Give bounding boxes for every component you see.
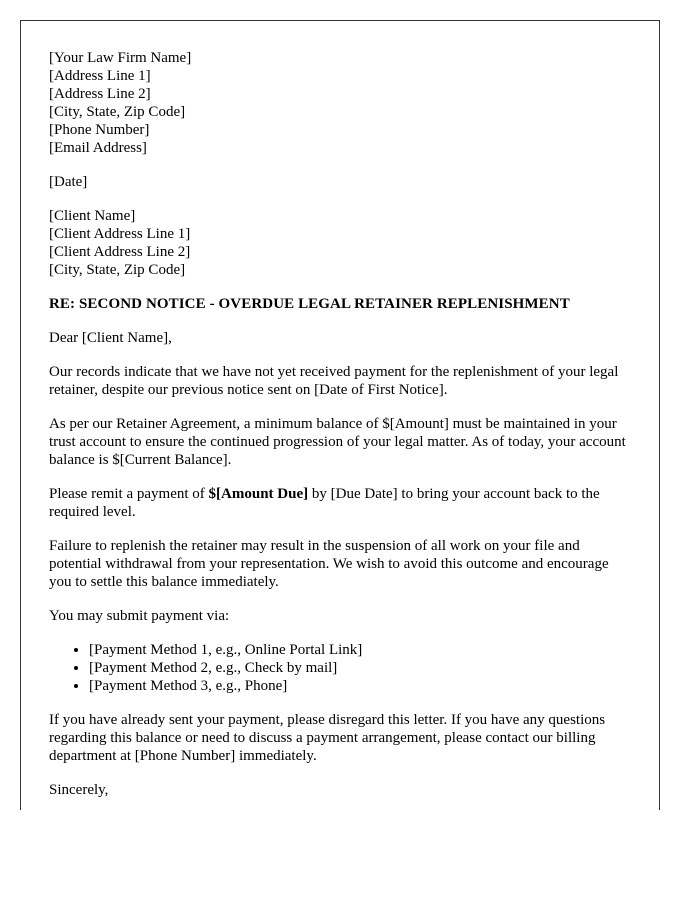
date-block bbox=[49, 173, 631, 191]
recipient-city-state-zip: [City, State, Zip Code] bbox=[49, 262, 186, 278]
sender-city-state-zip: [City, State, Zip Code] bbox=[49, 104, 186, 120]
paragraph-first-notice: Our records indicate that we have not yet received payment for the replenishment of your legal retainer, despite our previous notice sent on [Date of First Notice]. bbox=[49, 364, 619, 398]
recipient-address-line-1: [Client Address Line 1] bbox=[49, 226, 191, 242]
payment-method-item: • [Payment Method 3, e.g., Phone] bbox=[89, 677, 631, 695]
sender-address-block bbox=[49, 49, 631, 157]
paragraph-disregard: If you have already sent your payment, please disregard this letter. If you have any questions regarding this balance or need to discuss a payment arrangement, please contact our billing department at [Phone Number] immediately. bbox=[49, 712, 606, 764]
paragraph-remit-payment bbox=[49, 485, 631, 521]
amount-due: $[Amount Due] bbox=[208, 486, 309, 502]
payment-methods-list bbox=[49, 641, 631, 695]
sender-email: [Email Address] bbox=[49, 140, 147, 156]
recipient-address-block bbox=[49, 207, 631, 279]
sender-address-line-2: [Address Line 2] bbox=[49, 86, 151, 102]
paragraph-retainer-agreement: As per our Retainer Agreement, a minimum balance of $[Amount] must be maintained in your trust account to ensure the continued progression of your legal matter. As of today, your account balance is $[Current Balance]. bbox=[49, 416, 626, 468]
paragraph-payment-intro: You may submit payment via: bbox=[49, 608, 230, 624]
paragraph-failure-warning: Failure to replenish the retainer may result in the suspension of all work on your file and potential withdrawal from your representation. We wish to avoid this outcome and encourage you to settle this balance immediately. bbox=[49, 538, 609, 590]
payment-method-item: • [Payment Method 1, e.g., Online Portal Link] bbox=[89, 641, 631, 659]
subject-line: RE: SECOND NOTICE - OVERDUE LEGAL RETAINER REPLENISHMENT bbox=[49, 296, 570, 312]
sender-phone: [Phone Number] bbox=[49, 122, 150, 138]
recipient-name: [Client Name] bbox=[49, 208, 136, 224]
closing: Sincerely, bbox=[49, 782, 109, 798]
salutation: Dear [Client Name], bbox=[49, 330, 172, 346]
sender-address-line-1: [Address Line 1] bbox=[49, 68, 151, 84]
letter-date: [Date] bbox=[49, 174, 88, 190]
remit-text-after: by [Due Date] to bring your account back to the required level. bbox=[49, 486, 600, 520]
sender-firm-name: [Your Law Firm Name] bbox=[49, 50, 192, 66]
payment-method-item: • [Payment Method 2, e.g., Check by mail] bbox=[89, 659, 631, 677]
letter-page bbox=[20, 20, 660, 810]
letter-content bbox=[49, 49, 631, 799]
recipient-address-line-2: [Client Address Line 2] bbox=[49, 244, 191, 260]
remit-text-before: Please remit a payment of bbox=[49, 486, 209, 502]
